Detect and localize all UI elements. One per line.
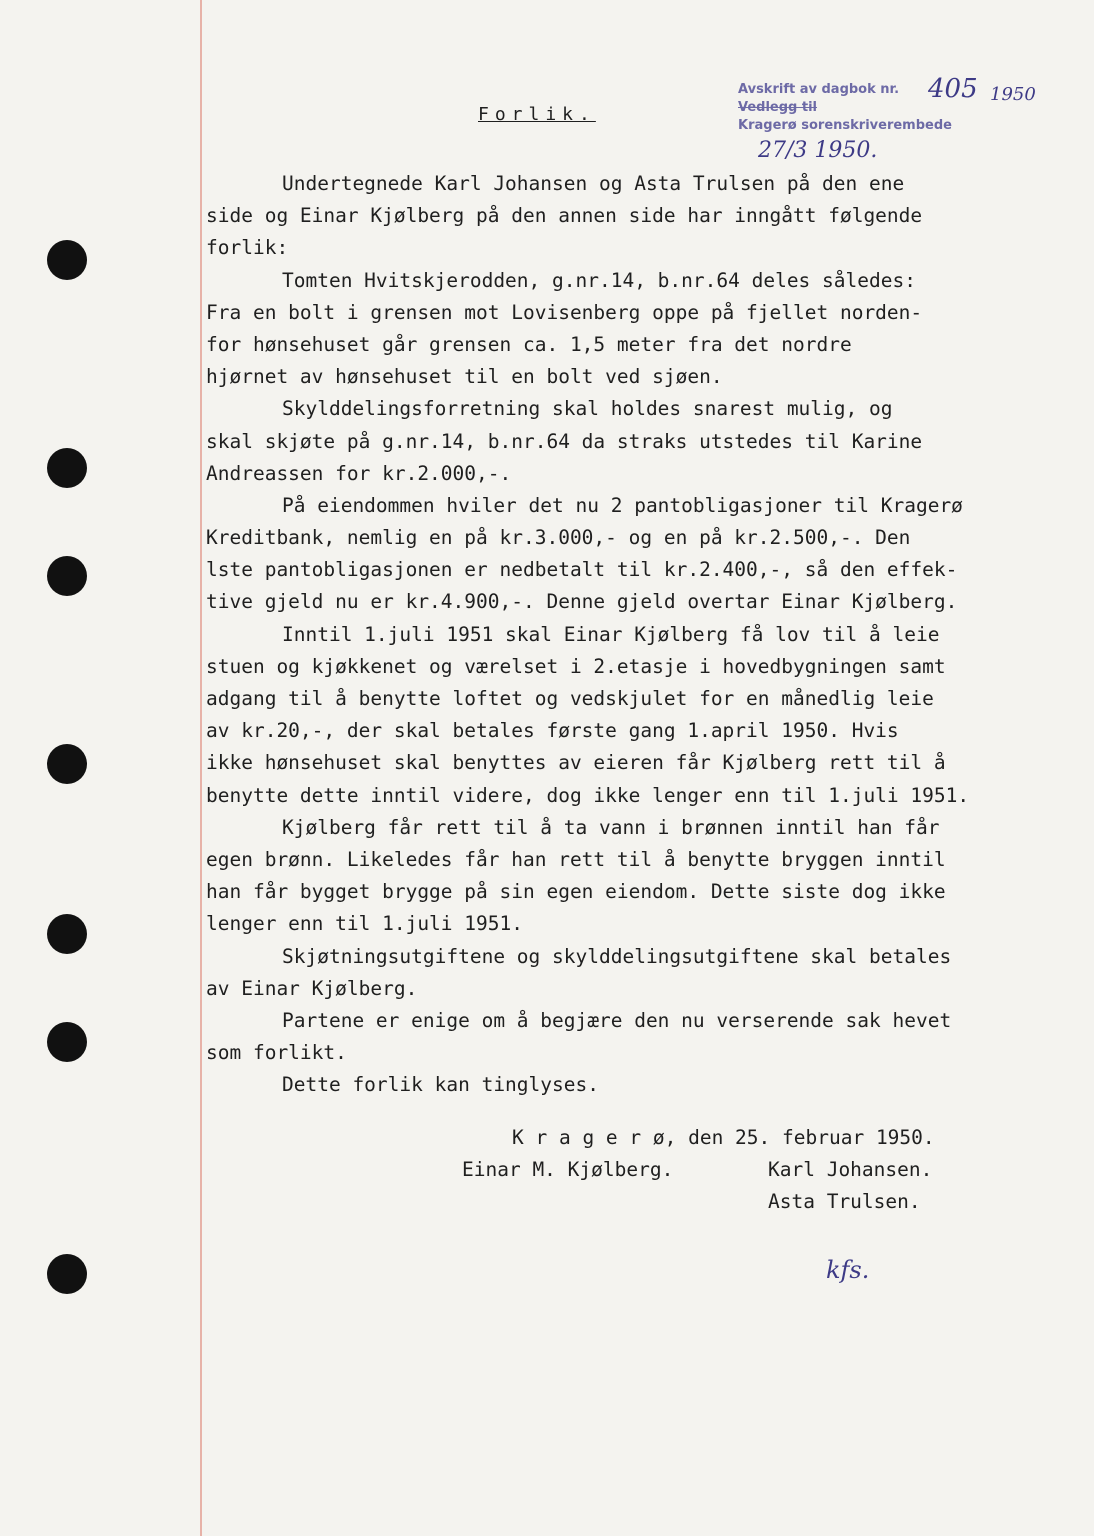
body-line: egen brønn. Likeledes får han rett til å benytte bryggen inntil	[206, 847, 946, 871]
body-line: Kreditbank, nemlig en på kr.3.000,- og en på kr.2.500,-. Den	[206, 526, 911, 550]
body-line: stuen og kjøkkenet og værelset i 2.etasje i hovedbygningen samt	[206, 654, 946, 678]
punch-hole	[47, 556, 87, 596]
punch-hole	[47, 448, 87, 488]
body-line: tive gjeld nu er kr.4.900,-. Denne gjeld overtar Einar Kjølberg.	[206, 590, 958, 614]
body-line: forlik:	[206, 236, 289, 260]
handwritten-date: 27/3 1950.	[758, 138, 878, 163]
punch-hole	[47, 1022, 87, 1062]
body-line: Partene er enige om å begjære den nu verserende sak hevet	[282, 1008, 952, 1032]
punch-hole	[47, 914, 87, 954]
document-title: Forlik.	[478, 104, 596, 125]
body-line: som forlikt.	[206, 1041, 347, 1065]
punch-hole	[47, 744, 87, 784]
body-line: for hønsehuset går grensen ca. 1,5 meter fra det nordre	[206, 332, 852, 356]
body-line: Fra en bolt i grensen mot Lovisenberg oppe på fjellet norden-	[206, 300, 923, 324]
body-line: Andreassen for kr.2.000,-.	[206, 461, 512, 485]
stamp-line-2: Kragerø sorenskriverembede	[738, 118, 952, 133]
body-line: han får bygget brygge på sin egen eiendom. Dette siste dog ikke	[206, 880, 946, 904]
handwritten-number: 405	[928, 74, 978, 104]
body-line: lenger enn til 1.juli 1951.	[206, 912, 523, 936]
stamp-line-1: Avskrift av dagbok nr.	[738, 82, 900, 97]
signature-karl: Karl Johansen.	[768, 1158, 933, 1181]
signature-asta: Asta Trulsen.	[768, 1190, 921, 1213]
signature-einar: Einar M. Kjølberg.	[462, 1158, 674, 1181]
body-line: av kr.20,-, der skal betales første gang 1.april 1950. Hvis	[206, 719, 899, 743]
body-line: skal skjøte på g.nr.14, b.nr.64 da straks utstedes til Karine	[206, 429, 923, 453]
document-body	[206, 168, 1066, 1101]
stamp-struck-text: Vedlegg til	[738, 100, 818, 115]
body-line: Dette forlik kan tinglyses.	[282, 1073, 599, 1097]
body-line: benytte dette inntil videre, dog ikke lenger enn til 1.juli 1951.	[206, 783, 970, 807]
place-date: K r a g e r ø, den 25. februar 1950.	[512, 1126, 935, 1149]
body-line: adgang til å benytte loftet og vedskjulet for en månedlig leie	[206, 687, 934, 710]
body-line: Inntil 1.juli 1951 skal Einar Kjølberg få lov til å leie	[282, 622, 940, 646]
body-line: Undertegnede Karl Johansen og Asta Trulsen på den ene	[282, 172, 905, 195]
body-line: lste pantobligasjonen er nedbetalt til kr.2.400,-, så den effek-	[206, 558, 958, 582]
body-line: Skylddelingsforretning skal holdes snarest mulig, og	[282, 397, 893, 421]
body-line: På eiendommen hviler det nu 2 pantobligasjoner til Kragerø	[282, 493, 963, 517]
handwritten-initials: kfs.	[826, 1256, 870, 1284]
body-line: hjørnet av hønsehuset til en bolt ved sjøen.	[206, 365, 723, 389]
punch-hole	[47, 1254, 87, 1294]
body-line: Skjøtningsutgiftene og skylddelingsutgiftene skal betales	[282, 944, 952, 968]
margin-line	[200, 0, 202, 1536]
body-line: ikke hønsehuset skal benyttes av eieren får Kjølberg rett til å	[206, 751, 946, 775]
body-line: Tomten Hvitskjerodden, g.nr.14, b.nr.64 deles således:	[282, 268, 916, 292]
punch-hole	[47, 240, 87, 280]
handwritten-year: 1950	[990, 84, 1036, 105]
body-line: av Einar Kjølberg.	[206, 976, 418, 1000]
body-line: Kjølberg får rett til å ta vann i brønnen inntil han får	[282, 815, 940, 839]
body-line: side og Einar Kjølberg på den annen side har inngått følgende	[206, 204, 923, 228]
